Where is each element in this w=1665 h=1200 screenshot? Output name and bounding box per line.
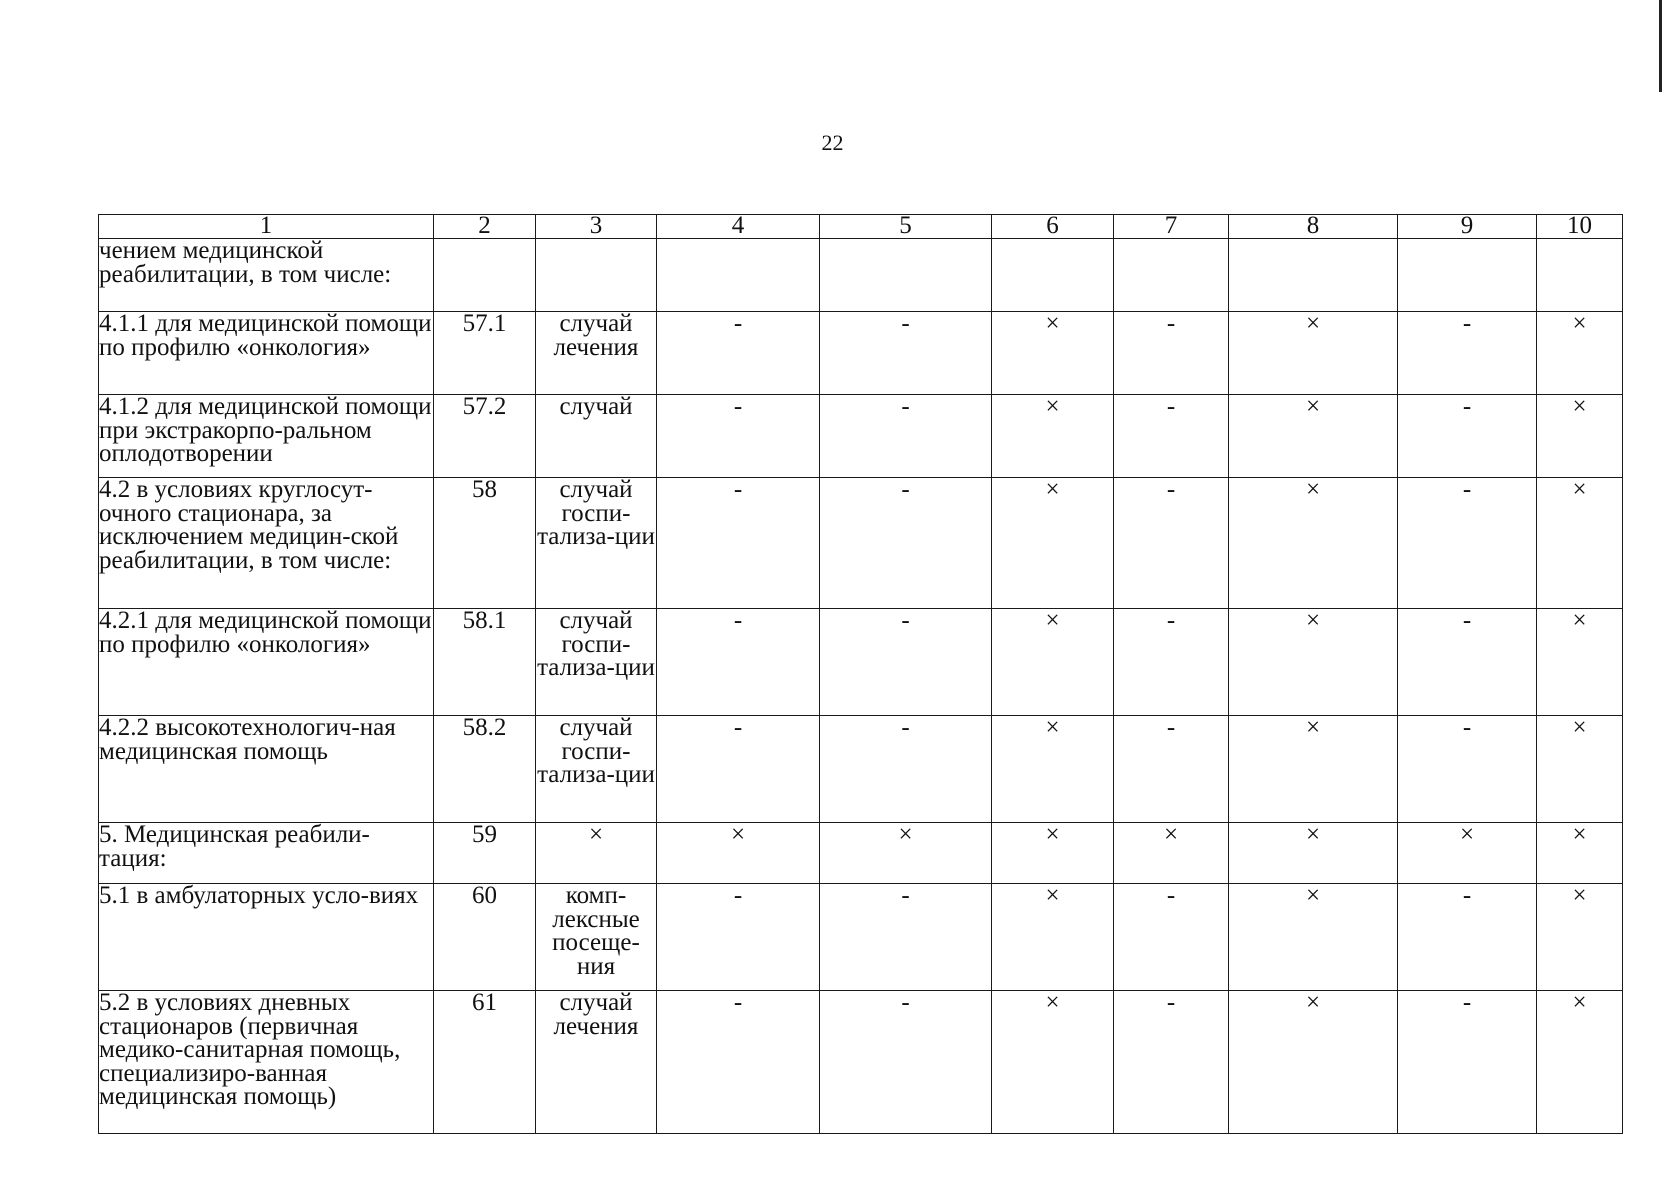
row-name: 5.1 в амбулаторных усло-виях [99, 884, 434, 991]
cell-value: × [1229, 478, 1398, 609]
cell-value: × [1229, 609, 1398, 716]
page-number: 22 [821, 130, 844, 155]
cell-value: × [1537, 478, 1623, 609]
cell-value: × [992, 478, 1114, 609]
column-header: 3 [536, 215, 657, 239]
cell-value [1398, 239, 1537, 312]
cell-value: - [1114, 716, 1229, 823]
cell-value: × [992, 884, 1114, 991]
cell-value: - [820, 884, 992, 991]
cell-value: - [1398, 478, 1537, 609]
cell-value: × [1537, 991, 1623, 1134]
column-header: 2 [434, 215, 536, 239]
row-name: 5.2 в условиях дневных стационаров (первичная медико-санитарная помощь, специализиро-ванная медицинская помощь) [99, 991, 434, 1134]
cell-value: × [1537, 823, 1623, 884]
row-code: 60 [434, 884, 536, 991]
row-code: 58.2 [434, 716, 536, 823]
cell-value: × [992, 991, 1114, 1134]
row-code: 57.1 [434, 312, 536, 395]
cell-value: - [820, 478, 992, 609]
data-table [98, 214, 1623, 1134]
cell-value: × [1537, 312, 1623, 395]
cell-value: × [992, 716, 1114, 823]
cell-value: - [1114, 991, 1229, 1134]
scan-edge-mark [1659, 0, 1662, 92]
cell-value: - [1114, 478, 1229, 609]
cell-value: - [657, 609, 820, 716]
cell-value: × [1229, 312, 1398, 395]
row-unit: случай госпи-тализа-ции [536, 716, 657, 823]
row-name: 4.2.1 для медицинской помощи по профилю «онкология» [99, 609, 434, 716]
row-unit: случай госпи-тализа-ции [536, 478, 657, 609]
column-header: 10 [1537, 215, 1623, 239]
row-name: 5. Медицинская реабили-тация: [99, 823, 434, 884]
cell-value: × [1229, 884, 1398, 991]
cell-value: × [992, 823, 1114, 884]
table-row [99, 609, 1623, 716]
cell-value: × [657, 823, 820, 884]
row-unit: комп-лексные посеще-ния [536, 884, 657, 991]
cell-value: - [820, 991, 992, 1134]
table-row [99, 823, 1623, 884]
cell-value: - [657, 991, 820, 1134]
cell-value: - [1114, 395, 1229, 478]
cell-value: × [1229, 395, 1398, 478]
table-row [99, 239, 1623, 312]
cell-value [1229, 239, 1398, 312]
cell-value: - [657, 716, 820, 823]
column-header: 9 [1398, 215, 1537, 239]
cell-value: × [1537, 609, 1623, 716]
cell-value: × [1114, 823, 1229, 884]
cell-value: × [992, 609, 1114, 716]
cell-value: - [820, 395, 992, 478]
cell-value: - [1114, 884, 1229, 991]
column-number-row [99, 215, 1623, 239]
row-unit [536, 239, 657, 312]
row-name: 4.2 в условиях круглосут-очного стационара, за исключением медицин-ской реабилитации, в том числе: [99, 478, 434, 609]
table-row [99, 395, 1623, 478]
cell-value: - [1398, 716, 1537, 823]
column-header: 4 [657, 215, 820, 239]
row-unit: × [536, 823, 657, 884]
cell-value: - [1398, 395, 1537, 478]
row-code: 61 [434, 991, 536, 1134]
cell-value: × [1537, 395, 1623, 478]
cell-value: - [657, 884, 820, 991]
row-code: 58.1 [434, 609, 536, 716]
column-header: 7 [1114, 215, 1229, 239]
row-unit: случай госпи-тализа-ции [536, 609, 657, 716]
cell-value: × [1229, 991, 1398, 1134]
cell-value: - [820, 609, 992, 716]
cell-value: - [1114, 609, 1229, 716]
row-name: 4.2.2 высокотехнологич-ная медицинская помощь [99, 716, 434, 823]
cell-value: - [1114, 312, 1229, 395]
cell-value: × [992, 312, 1114, 395]
table-row [99, 991, 1623, 1134]
column-header: 6 [992, 215, 1114, 239]
cell-value [1537, 239, 1623, 312]
cell-value: - [820, 312, 992, 395]
cell-value: - [657, 312, 820, 395]
cell-value: × [992, 395, 1114, 478]
cell-value: - [1398, 312, 1537, 395]
column-header: 5 [820, 215, 992, 239]
cell-value: × [1229, 716, 1398, 823]
row-code: 57.2 [434, 395, 536, 478]
cell-value: - [820, 716, 992, 823]
row-code [434, 239, 536, 312]
column-header: 1 [99, 215, 434, 239]
column-header: 8 [1229, 215, 1398, 239]
cell-value [820, 239, 992, 312]
cell-value: × [820, 823, 992, 884]
table-row [99, 884, 1623, 991]
cell-value: - [657, 478, 820, 609]
row-code: 58 [434, 478, 536, 609]
row-name: 4.1.2 для медицинской помощи при экстракорпо-ральном оплодотворении [99, 395, 434, 478]
row-unit: случай [536, 395, 657, 478]
table-row [99, 478, 1623, 609]
cell-value: × [1537, 884, 1623, 991]
cell-value: × [1398, 823, 1537, 884]
cell-value: - [1398, 884, 1537, 991]
row-code: 59 [434, 823, 536, 884]
cell-value [657, 239, 820, 312]
cell-value: × [1229, 823, 1398, 884]
cell-value: - [657, 395, 820, 478]
cell-value: - [1398, 991, 1537, 1134]
cell-value [992, 239, 1114, 312]
row-unit: случай лечения [536, 312, 657, 395]
table-row [99, 312, 1623, 395]
table-row [99, 716, 1623, 823]
row-name: 4.1.1 для медицинской помощи по профилю «онкология» [99, 312, 434, 395]
row-unit: случай лечения [536, 991, 657, 1134]
cell-value [1114, 239, 1229, 312]
row-name: чением медицинской реабилитации, в том числе: [99, 239, 434, 312]
cell-value: - [1398, 609, 1537, 716]
cell-value: × [1537, 716, 1623, 823]
